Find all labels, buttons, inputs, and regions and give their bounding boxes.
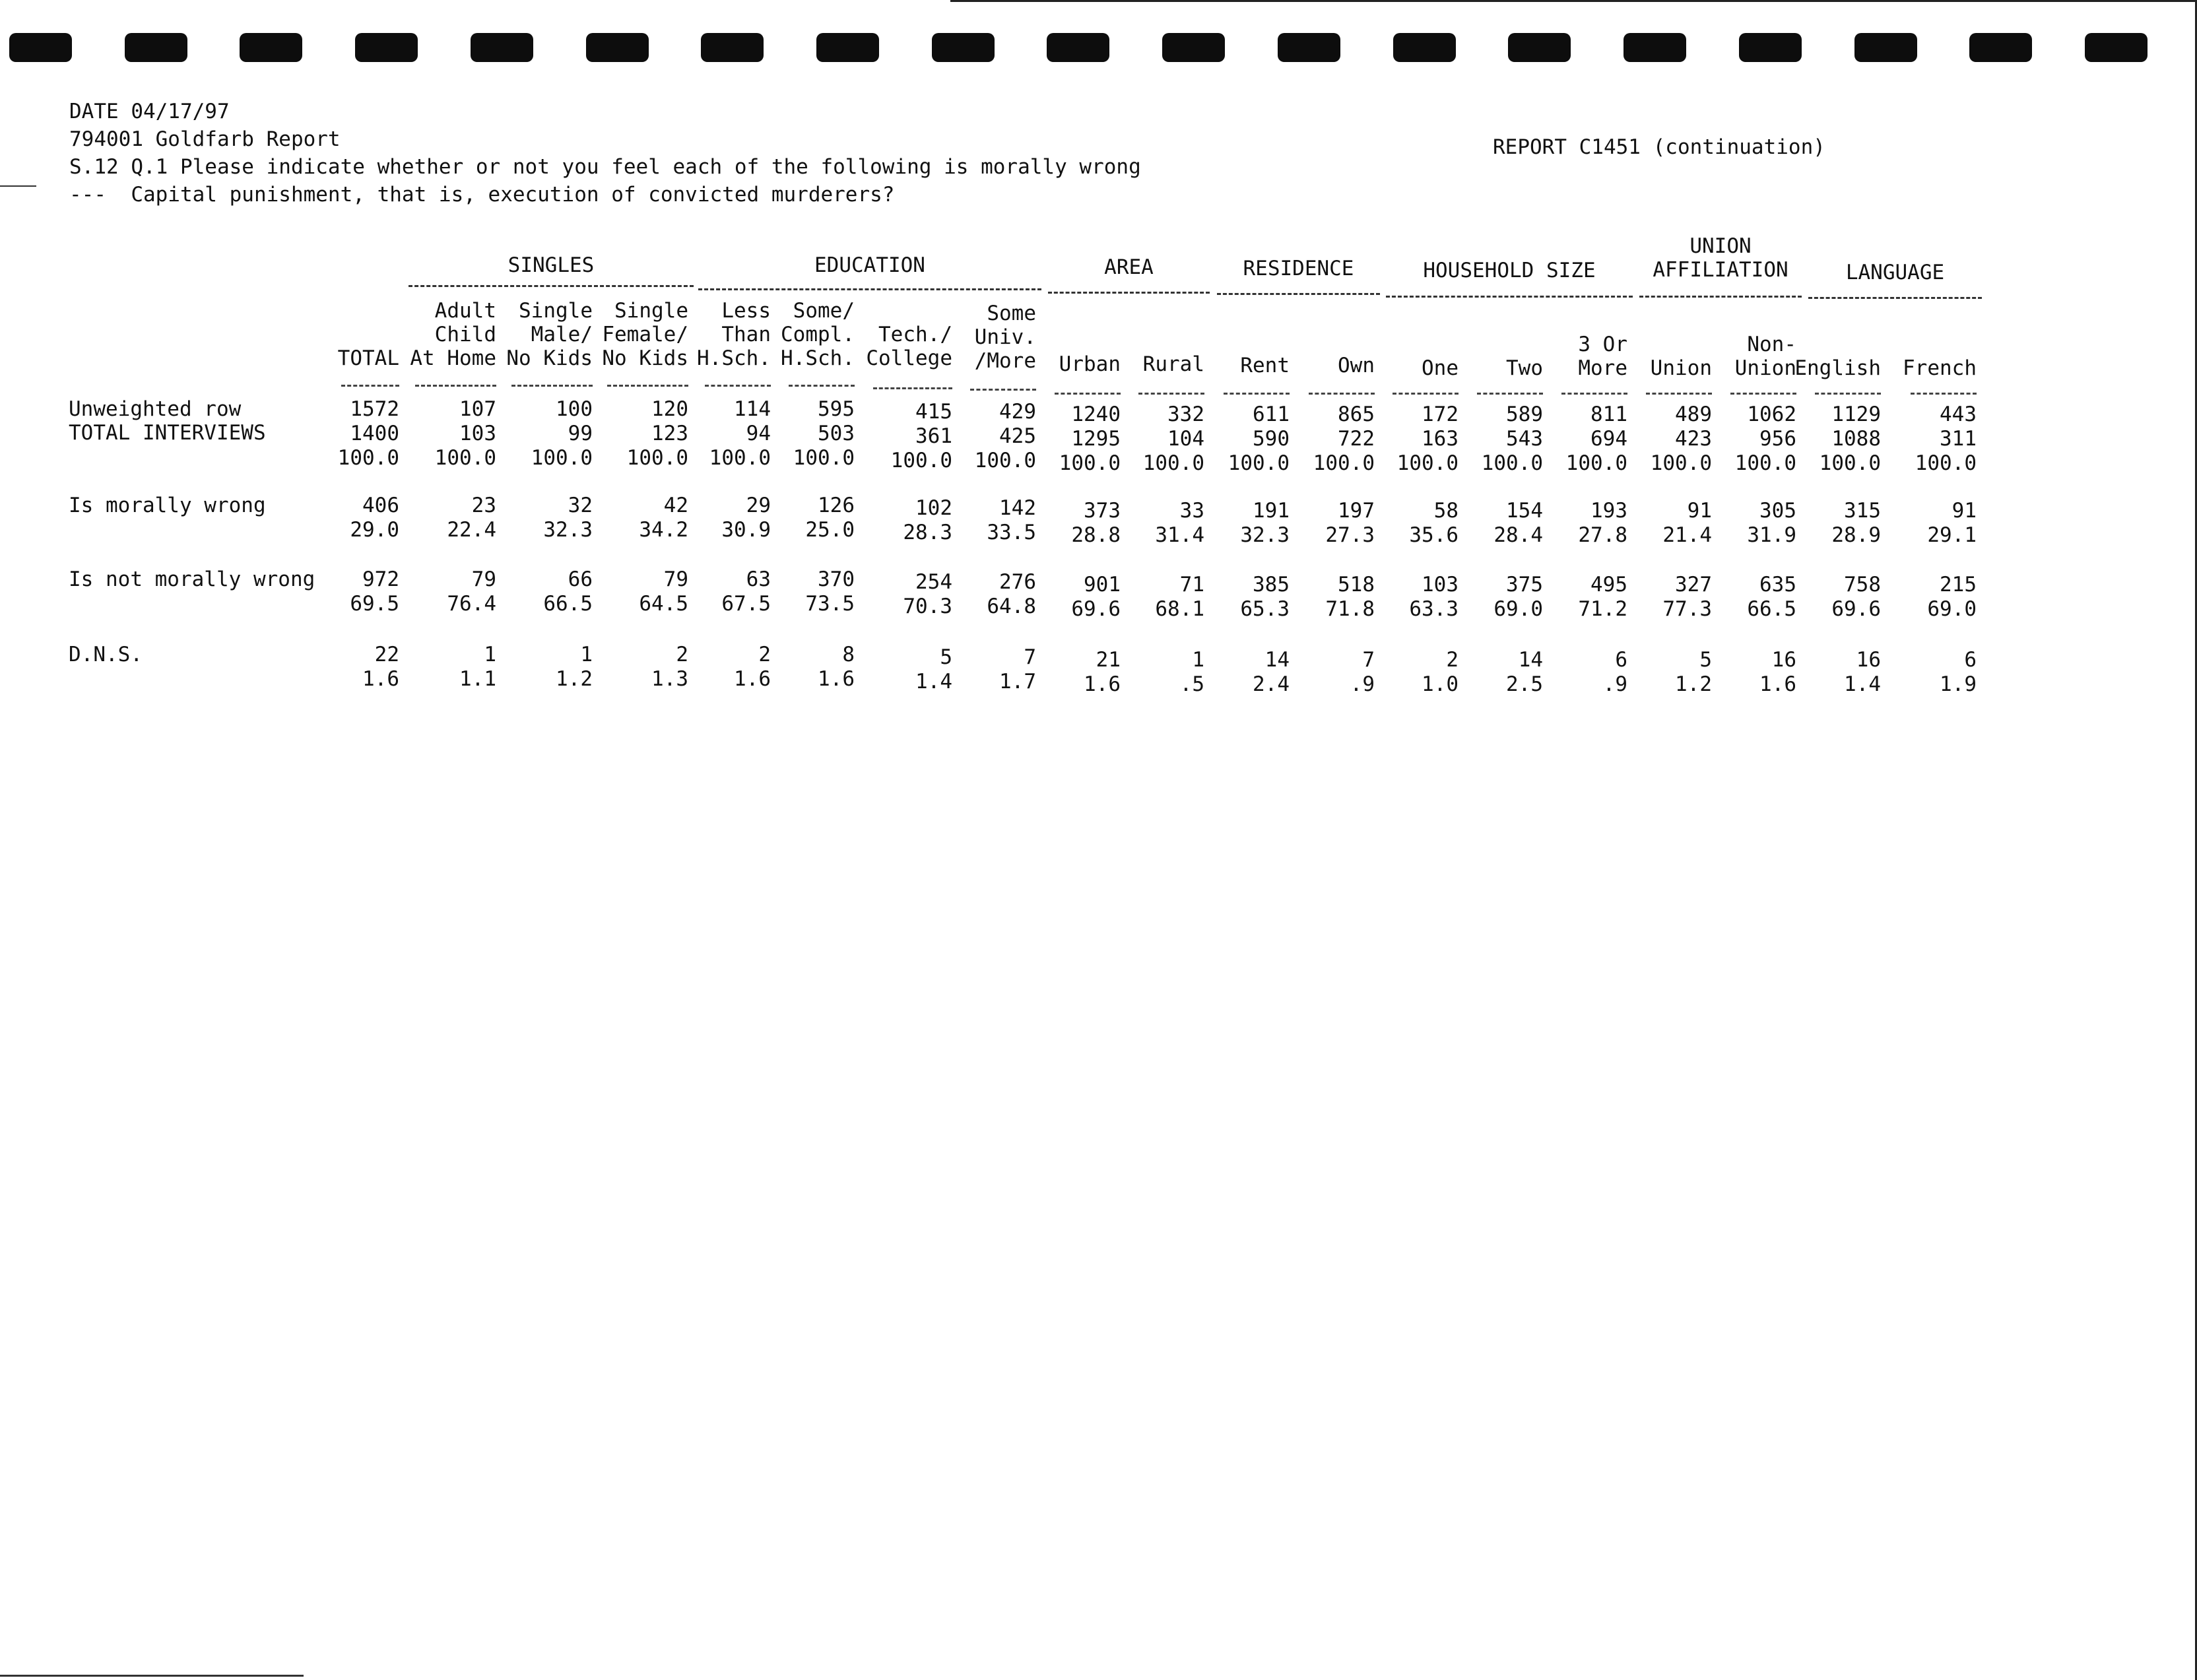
feed-hole [240,33,302,62]
table-cell: 1.6 [362,667,399,691]
table-cell: 66 [568,567,593,591]
table-cell: 215 [1940,573,1977,597]
report-header [69,98,1141,209]
column-header: French [1903,356,1977,380]
table-cell: 69.5 [350,592,399,616]
table-cell: 123 [651,422,688,445]
table-cell: 6 [1964,648,1977,672]
row-label: Unweighted row TOTAL INTERVIEWS [69,397,266,445]
table-cell: 32 [568,494,593,517]
table-cell: 69.0 [1493,597,1543,621]
table-cell: 100.0 [709,446,771,470]
column-header-rule [1911,393,1977,395]
table-cell: 1.4 [1844,672,1881,696]
margin-tick [0,185,36,187]
table-cell: 71.2 [1578,597,1627,621]
table-cell: 901 [1084,573,1121,597]
column-header: One [1422,356,1459,380]
question-text: S.12 Q.1 Please indicate whether or not you feel each of the following is morally wrong [69,155,1141,179]
table-cell: 1400 [350,422,399,445]
column-header: English [1794,356,1881,380]
table-cell: 28.4 [1493,523,1543,547]
table-cell: 69.0 [1927,597,1977,621]
table-cell: 1088 [1831,427,1881,451]
table-cell: 73.5 [805,592,855,616]
table-cell: 14 [1518,648,1543,672]
group-header-rule [409,285,694,287]
table-cell: 1.6 [1084,672,1121,696]
column-header: TOTAL [337,346,399,370]
table-cell: 1062 [1747,403,1796,426]
column-header: Rural [1142,352,1204,376]
table-cell: 32.3 [543,518,593,542]
page-bottom-edge [0,1675,304,1677]
table-cell: 142 [999,496,1036,520]
column-header-rule [1646,393,1712,395]
group-header: HOUSEHOLD SIZE [1423,259,1596,282]
table-cell: 1.2 [1675,672,1712,696]
table-cell: 1.4 [915,670,952,694]
table-cell: 28.8 [1071,523,1121,547]
column-header-rule [1477,393,1543,395]
table-cell: 71 [1179,573,1204,597]
table-cell: 16 [1771,648,1796,672]
row-label: Is not morally wrong [69,567,315,591]
table-cell: 956 [1759,427,1796,451]
table-cell: 1 [1192,648,1204,672]
table-cell: 2.5 [1506,672,1543,696]
report-id: REPORT C1451 (continuation) [1493,135,1825,159]
feed-hole [1969,33,2032,62]
column-header-rule [1224,393,1290,395]
table-cell: 107 [459,397,496,421]
table-cell: 32.3 [1240,523,1290,547]
table-cell: 172 [1422,403,1459,426]
table-cell: 66.5 [1747,597,1796,621]
table-cell: 6 [1615,648,1627,672]
table-cell: 543 [1506,427,1543,451]
table-cell: 68.1 [1155,597,1204,621]
report-date: DATE 04/17/97 [69,100,230,123]
table-cell: 5 [1699,648,1712,672]
table-cell: 1.9 [1940,672,1977,696]
table-cell: 27.3 [1325,523,1375,547]
table-cell: 100.0 [974,449,1036,472]
table-cell: 63.3 [1409,597,1459,621]
table-cell: 100.0 [1650,451,1712,475]
table-cell: 126 [818,494,855,517]
table-cell: 104 [1167,427,1204,451]
table-cell: 34.2 [639,518,688,542]
column-header-rule [705,385,771,387]
column-header: Union [1650,356,1712,380]
column-header: Own [1338,354,1375,377]
group-header-rule [1386,296,1633,298]
column-header-rule [873,387,952,389]
table-cell: 103 [459,422,496,445]
table-cell: 972 [362,567,399,591]
table-cell: 67.5 [721,592,771,616]
table-cell: 25.0 [805,518,855,542]
table-cell: 1.2 [556,667,593,691]
table-cell: 305 [1759,499,1796,523]
table-cell: 29.1 [1927,523,1977,547]
feed-hole [2085,33,2148,62]
table-cell: 694 [1590,427,1627,451]
tractor-feed-holes [9,33,2148,62]
column-header-rule [1730,393,1796,395]
table-cell: 64.5 [639,592,688,616]
table-cell: 100.0 [1734,451,1796,475]
table-cell: 22.4 [447,518,496,542]
column-header: Urban [1059,352,1121,376]
table-cell: 191 [1253,499,1290,523]
table-cell: 423 [1675,427,1712,451]
subquestion-text: --- Capital punishment, that is, execution of convicted murderers? [69,183,895,207]
table-cell: 35.6 [1409,523,1459,547]
table-cell: 14 [1264,648,1290,672]
table-cell: 94 [746,422,771,445]
table-cell: 100.0 [337,446,399,470]
feed-hole [1162,33,1225,62]
table-cell: 385 [1253,573,1290,597]
table-cell: 7 [1024,645,1036,669]
group-header: SINGLES [508,253,595,277]
feed-hole [9,33,72,62]
column-header-rule [511,385,593,387]
table-cell: 635 [1759,573,1796,597]
table-cell: 1.6 [734,667,771,691]
table-cell: 443 [1940,403,1977,426]
feed-hole [932,33,995,62]
table-cell: 518 [1338,573,1375,597]
table-cell: 69.6 [1831,597,1881,621]
table-cell: 722 [1338,427,1375,451]
table-cell: 5 [940,645,952,669]
table-cell: 1 [484,643,496,666]
feed-hole [701,33,764,62]
table-cell: 16 [1856,648,1881,672]
table-cell: 31.4 [1155,523,1204,547]
column-header: Single Male/ No Kids [506,299,593,370]
table-cell: 327 [1675,573,1712,597]
column-header: 3 Or More [1578,333,1627,380]
table-cell: 100.0 [1228,451,1290,475]
table-cell: 315 [1844,499,1881,523]
table-cell: 1295 [1071,427,1121,451]
column-header-rule [415,385,496,387]
feed-hole [1047,33,1109,62]
table-cell: 370 [818,567,855,591]
column-header: Two [1506,356,1543,380]
table-cell: 100.0 [1565,451,1627,475]
table-cell: 489 [1675,403,1712,426]
feed-hole [471,33,533,62]
column-header-rule [1138,393,1204,395]
table-cell: .5 [1179,672,1204,696]
row-label: Is morally wrong [69,494,266,517]
table-cell: 100.0 [1481,451,1543,475]
table-cell: 100.0 [626,446,688,470]
table-cell: 811 [1590,403,1627,426]
table-cell: 611 [1253,403,1290,426]
table-cell: 2.4 [1253,672,1290,696]
table-cell: 120 [651,397,688,421]
table-cell: 100.0 [434,446,496,470]
table-cell: 100.0 [1915,451,1977,475]
table-cell: 373 [1084,499,1121,523]
table-cell: 1.7 [999,670,1036,694]
feed-hole [125,33,187,62]
table-cell: 31.9 [1747,523,1796,547]
table-cell: 91 [1951,499,1977,523]
table-cell: 429 [999,400,1036,424]
table-cell: 425 [999,424,1036,448]
feed-hole [1278,33,1340,62]
table-cell: 100.0 [1142,451,1204,475]
column-header-rule [1055,393,1121,395]
table-cell: 2 [676,643,688,666]
group-header: EDUCATION [814,253,925,277]
table-cell: 71.8 [1325,597,1375,621]
feed-hole [1854,33,1917,62]
table-cell: 163 [1422,427,1459,451]
table-cell: 375 [1506,573,1543,597]
group-header: RESIDENCE [1243,257,1354,280]
table-cell: 100.0 [531,446,593,470]
table-cell: 1.1 [459,667,496,691]
table-cell: 197 [1338,499,1375,523]
table-cell: 276 [999,570,1036,594]
group-header-rule [698,288,1041,290]
table-cell: 91 [1687,499,1712,523]
feed-hole [355,33,418,62]
table-cell: 865 [1338,403,1375,426]
table-cell: 100.0 [1059,451,1121,475]
column-header-rule [607,385,688,387]
table-cell: 23 [471,494,496,517]
table-cell: 70.3 [903,595,952,618]
group-header-rule [1048,292,1210,294]
column-header-rule [789,385,855,387]
column-header: Rent [1240,354,1290,377]
table-cell: 28.9 [1831,523,1881,547]
table-cell: 102 [915,496,952,520]
column-header-rule [1393,393,1459,395]
table-cell: 114 [734,397,771,421]
column-header-rule [1815,393,1881,395]
row-label: D.N.S. [69,643,143,666]
table-cell: 66.5 [543,592,593,616]
table-cell: .9 [1602,672,1627,696]
column-header: Non- Union [1734,333,1796,380]
table-cell: 27.8 [1578,523,1627,547]
table-cell: 100.0 [890,449,952,472]
table-cell: 64.8 [987,595,1036,618]
table-cell: 79 [663,567,688,591]
feed-hole [586,33,649,62]
feed-hole [816,33,879,62]
table-cell: 590 [1253,427,1290,451]
column-header: Some/ Compl. H.Sch. [781,299,855,370]
table-cell: 76.4 [447,592,496,616]
column-header-rule [1561,393,1627,395]
table-cell: 65.3 [1240,597,1290,621]
table-cell: 100.0 [1313,451,1375,475]
table-cell: 332 [1167,403,1204,426]
table-cell: 33 [1179,499,1204,523]
group-header-rule [1808,297,1982,299]
table-cell: 1.6 [1759,672,1796,696]
table-cell: 1129 [1831,403,1881,426]
table-cell: 589 [1506,403,1543,426]
table-cell: 42 [663,494,688,517]
table-cell: 503 [818,422,855,445]
table-cell: 758 [1844,573,1881,597]
table-cell: 1240 [1071,403,1121,426]
table-cell: 30.9 [721,518,771,542]
table-cell: 595 [818,397,855,421]
table-cell: 100.0 [793,446,855,470]
table-cell: 21 [1096,648,1121,672]
table-cell: 33.5 [987,521,1036,544]
group-header: LANGUAGE [1845,261,1945,284]
column-header: Less Than H.Sch. [697,299,771,370]
table-cell: 29.0 [350,518,399,542]
table-cell: 100 [556,397,593,421]
table-cell: 69.6 [1071,597,1121,621]
table-cell: 2 [1446,648,1459,672]
feed-hole [1739,33,1802,62]
table-cell: 58 [1433,499,1459,523]
table-cell: 28.3 [903,521,952,544]
feed-hole [1623,33,1686,62]
column-header-rule [1309,393,1375,395]
table-cell: 1.6 [818,667,855,691]
column-header: Tech./ College [866,323,952,370]
feed-hole [1393,33,1456,62]
table-cell: 361 [915,424,952,448]
table-cell: 103 [1422,573,1459,597]
column-header-rule [341,385,399,387]
table-cell: 77.3 [1662,597,1712,621]
table-cell: 415 [915,400,952,424]
table-cell: 21.4 [1662,523,1712,547]
group-header-rule [1217,293,1380,295]
feed-hole [1508,33,1571,62]
table-cell: 22 [374,643,399,666]
table-cell: 63 [746,567,771,591]
table-cell: 1.3 [651,667,688,691]
table-cell: 495 [1590,573,1627,597]
table-cell: 79 [471,567,496,591]
column-header: Adult Child At Home [410,299,496,370]
table-cell: 1.0 [1422,672,1459,696]
table-cell: 1572 [350,397,399,421]
group-header: UNION AFFILIATION [1653,234,1788,282]
table-cell: 1 [580,643,593,666]
group-header: AREA [1104,255,1154,279]
table-cell: 99 [568,422,593,445]
table-cell: 2 [758,643,771,666]
table-cell: 8 [842,643,855,666]
table-cell: .9 [1350,672,1375,696]
table-cell: 193 [1590,499,1627,523]
table-cell: 100.0 [1396,451,1459,475]
column-header: Some Univ. /More [974,302,1036,373]
table-cell: 154 [1506,499,1543,523]
table-cell: 100.0 [1819,451,1881,475]
table-cell: 29 [746,494,771,517]
table-cell: 311 [1940,427,1977,451]
table-cell: 254 [915,570,952,594]
table-cell: 7 [1362,648,1375,672]
column-header-rule [970,389,1036,391]
page-top-edge [950,0,2197,2]
report-name: 794001 Goldfarb Report [69,127,341,151]
group-header-rule [1639,296,1802,298]
column-header: Single Female/ No Kids [602,299,688,370]
table-cell: 406 [362,494,399,517]
